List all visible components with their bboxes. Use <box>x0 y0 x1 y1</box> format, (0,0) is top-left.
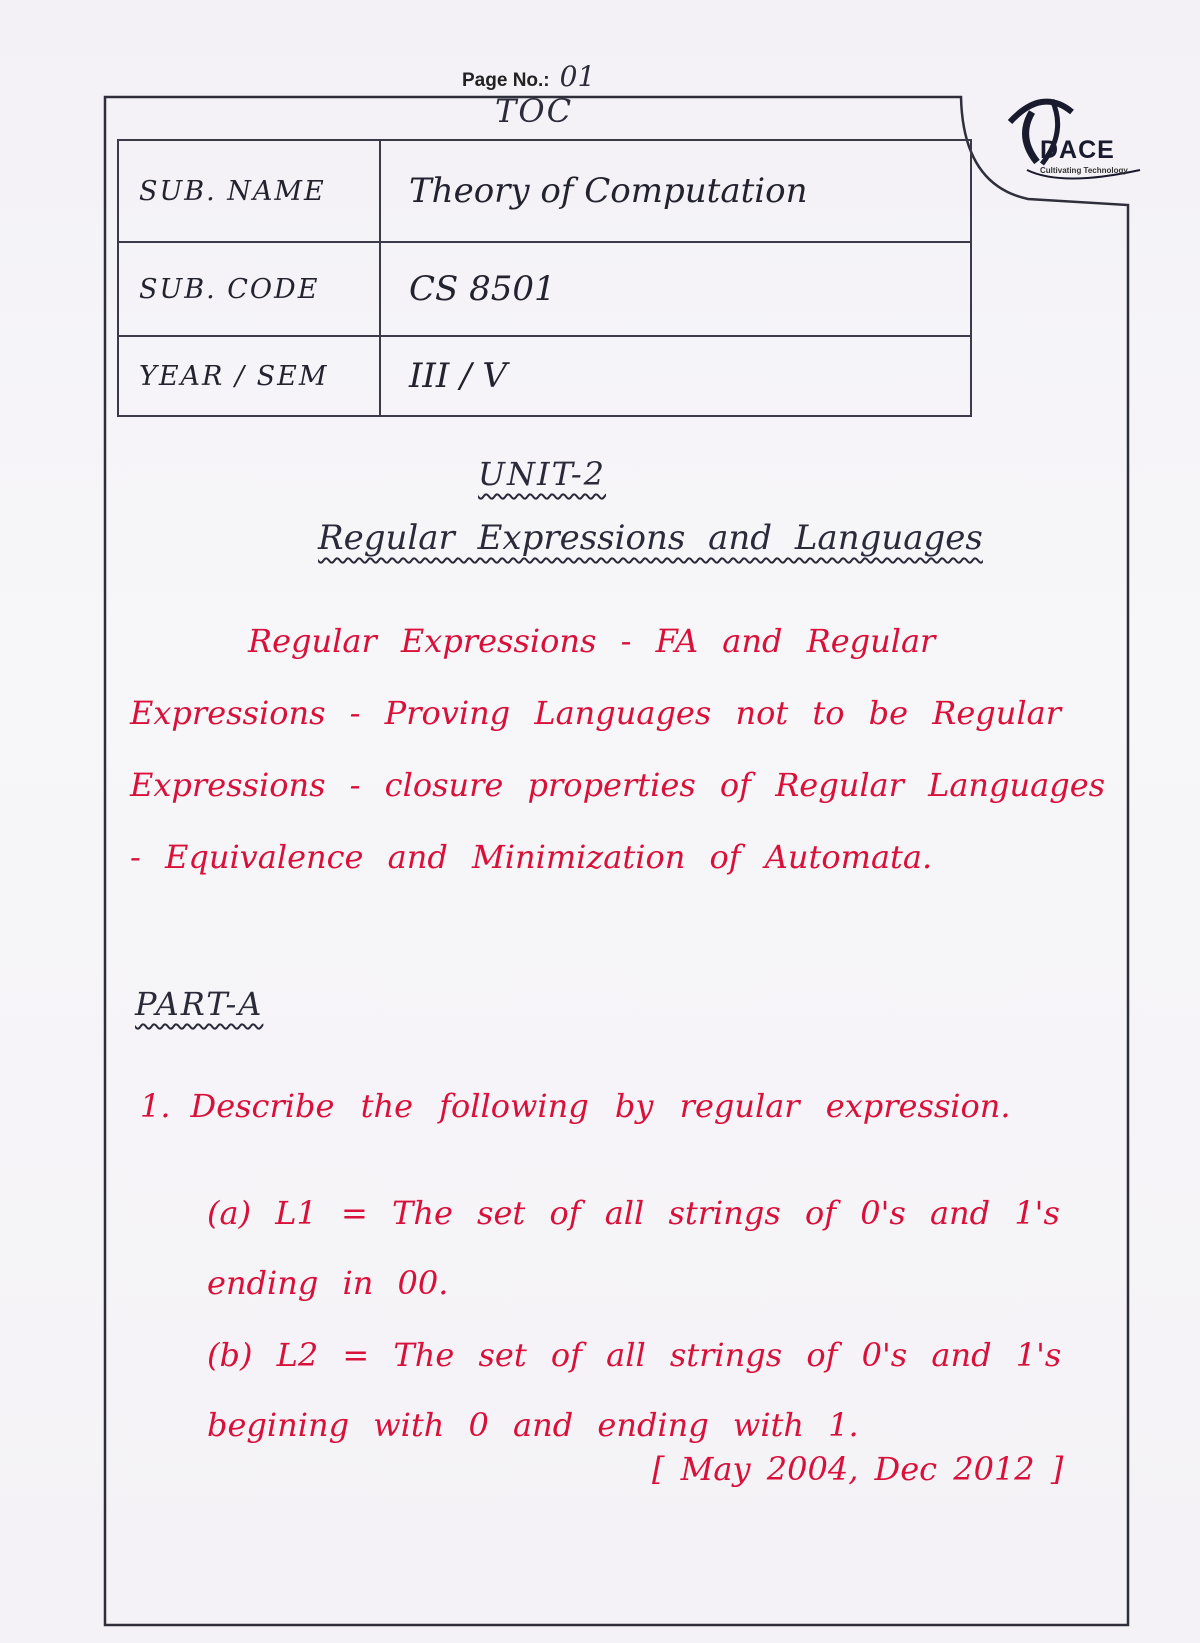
page-number <box>462 60 595 93</box>
question-1 <box>140 1075 1100 1137</box>
unit-title: Regular Expressions and Languages <box>318 518 983 558</box>
logo-name: DACE <box>1040 136 1115 164</box>
question-sub-b: (b) L2 = The set of all strings of 0's and 1's begining with 0 and ending with 1. <box>207 1336 1062 1444</box>
subject-code-label: SUB. CODE <box>118 242 380 336</box>
subject-name-label: SUB. NAME <box>118 140 380 242</box>
page-number-label: Page No.: <box>462 70 550 91</box>
table-row <box>118 242 971 336</box>
subject-name-value: Theory of Computation <box>380 140 971 242</box>
logo-tagline: Cultivating Technology <box>1040 166 1128 175</box>
unit-label: UNIT-2 <box>478 455 606 493</box>
part-label: PART-A <box>135 985 264 1023</box>
table-row <box>118 140 971 242</box>
short-title: TOC <box>495 92 574 130</box>
syllabus-paragraph: Regular Expressions - FA and Regular Expressions - Proving Languages not to be Regular Expressions - closure properties of Regular Languages - Equivalence and Minimization of Automata. <box>130 622 1106 876</box>
question-number: 1. <box>140 1087 171 1125</box>
subject-info-table <box>117 139 972 417</box>
page-number-value: 01 <box>559 60 596 93</box>
year-sem-value: III / V <box>380 336 971 416</box>
subject-code-value: CS 8501 <box>380 242 971 336</box>
question-text: Describe the following by regular expression. <box>190 1087 1011 1125</box>
question-sub-a: (a) L1 = The set of all strings of 0's and 1's ending in 00. <box>207 1194 1060 1302</box>
table-row <box>118 336 971 416</box>
year-sem-label: YEAR / SEM <box>118 336 380 416</box>
exam-dates: [ May 2004, Dec 2012 ] <box>652 1450 1064 1488</box>
